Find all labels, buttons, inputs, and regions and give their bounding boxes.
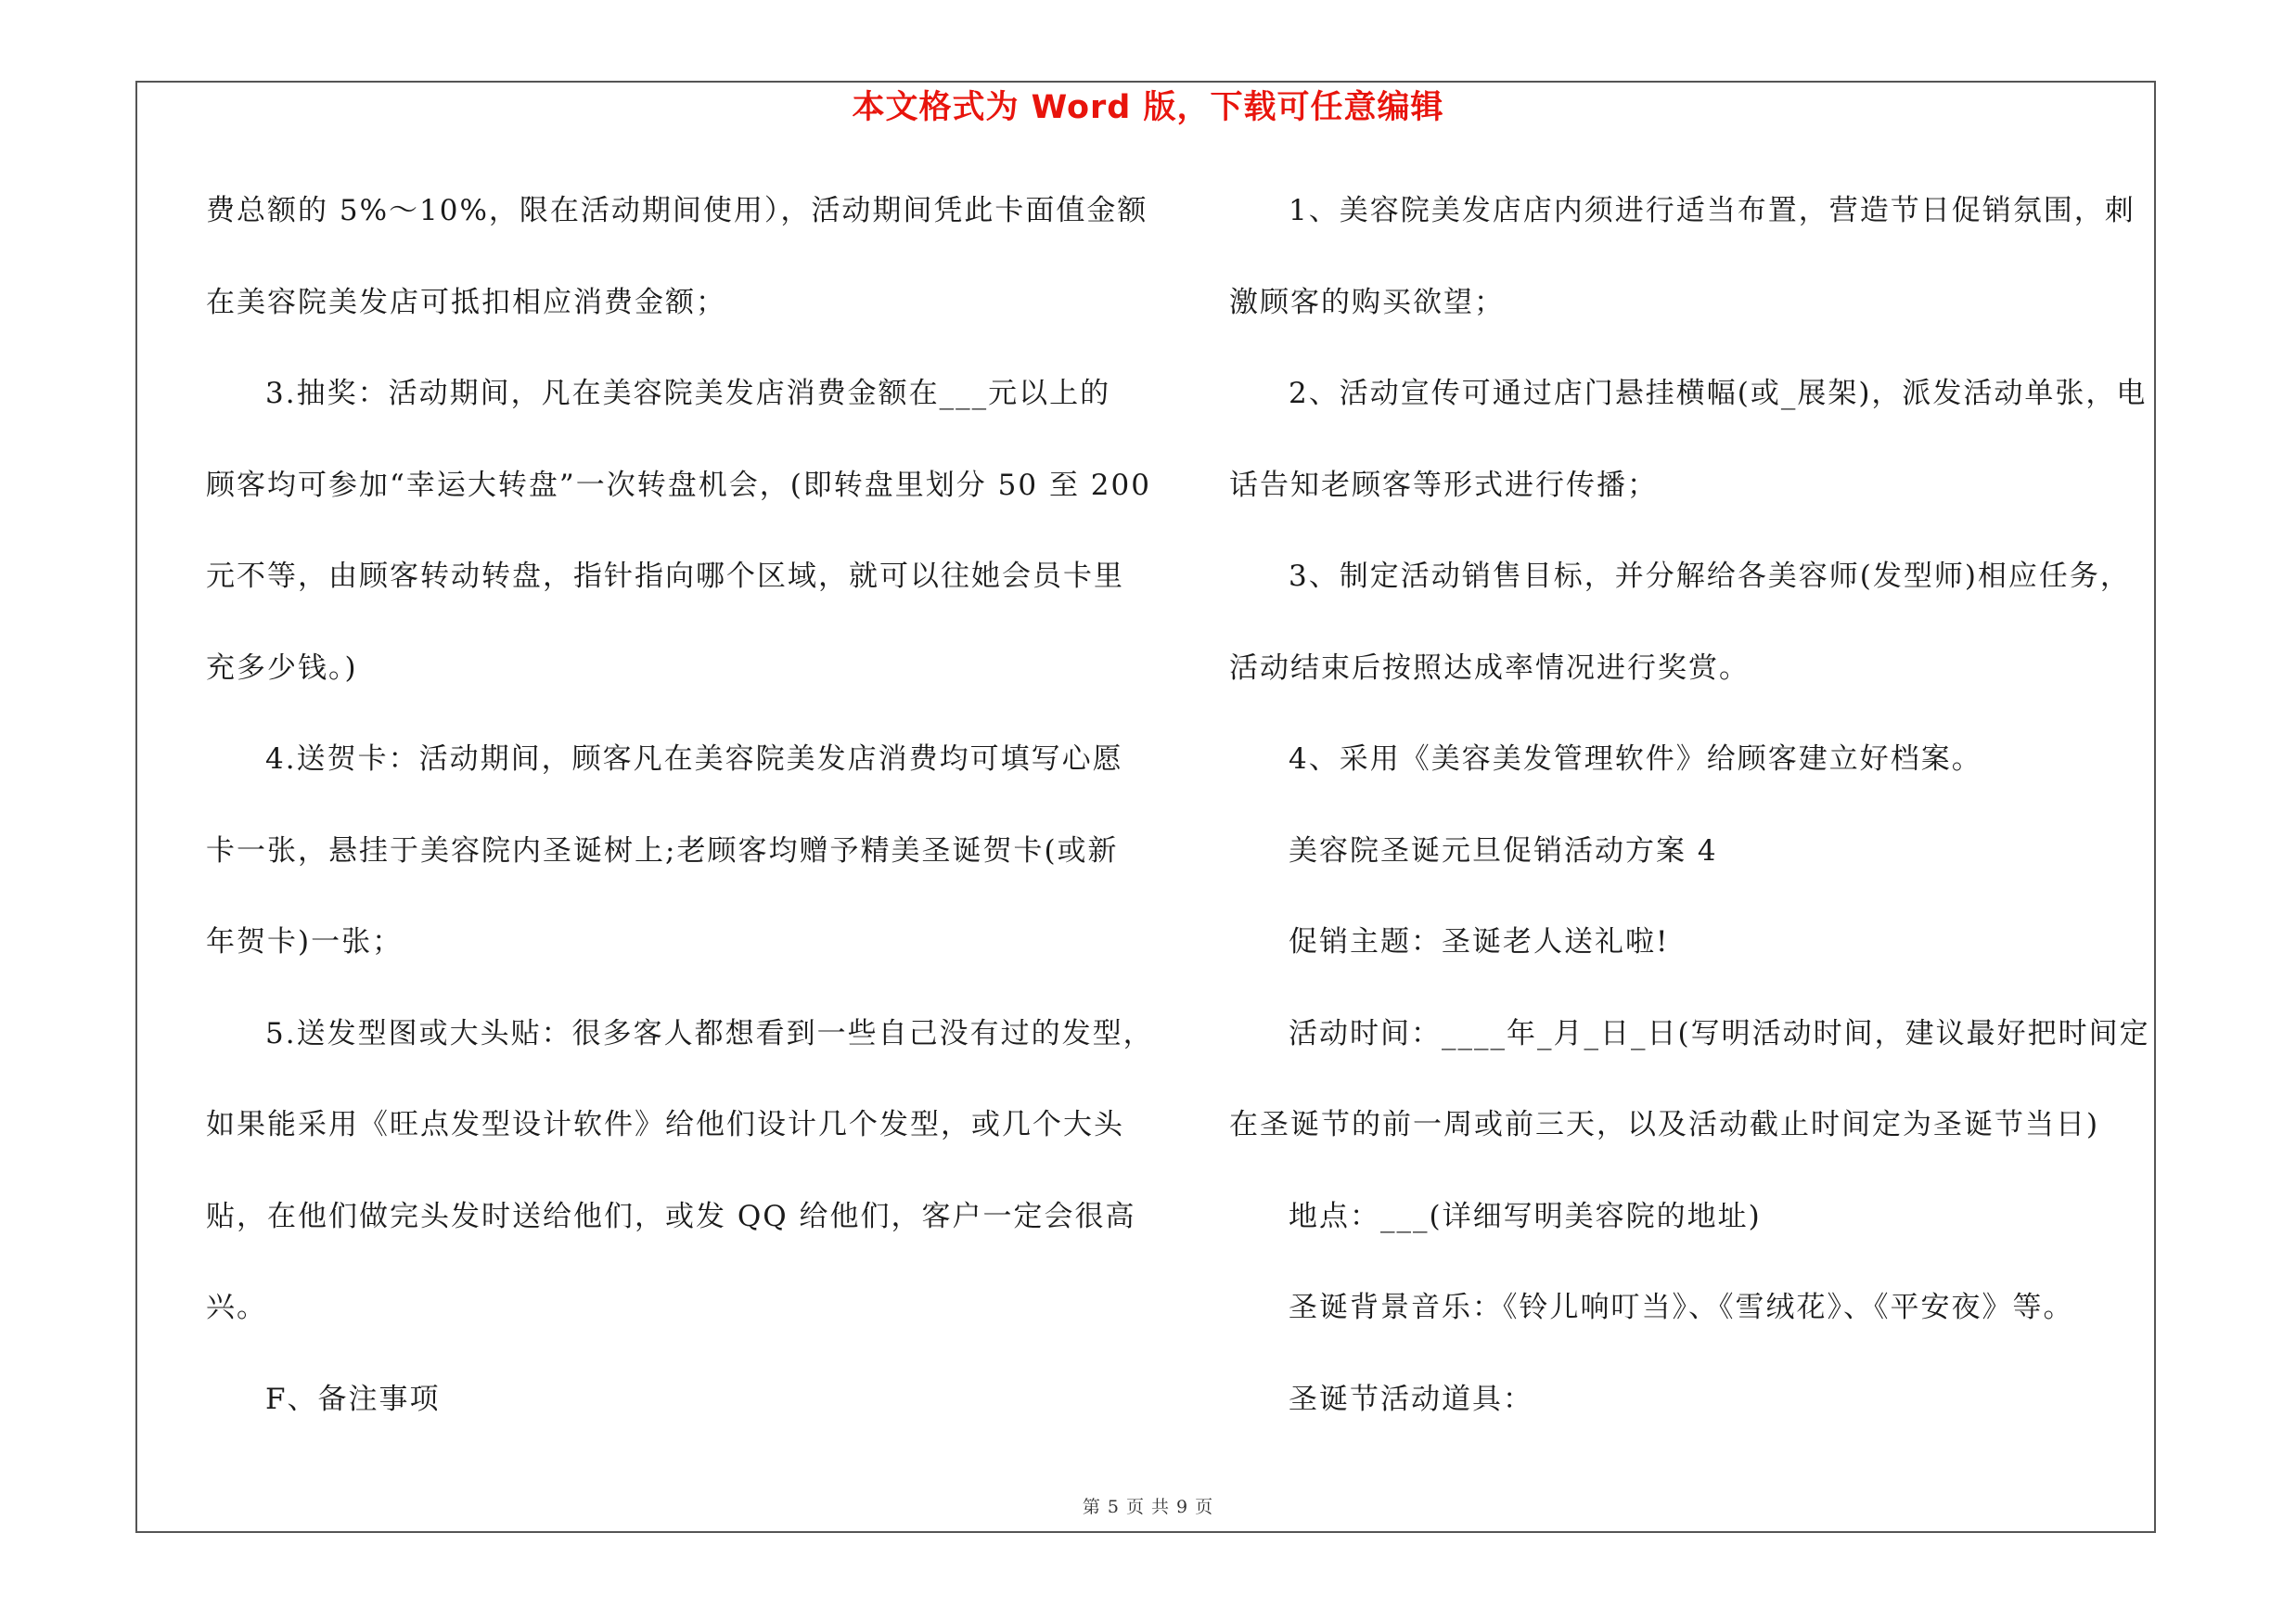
text-line: 兴。 (206, 1291, 267, 1324)
text-line: 在圣诞节的前一周或前三天，以及活动截止时间定为圣诞节当日) (1229, 1108, 2100, 1141)
text-line: 贴，在他们做完头发时送给他们，或发 QQ 给他们，客户一定会很高 (206, 1199, 1136, 1233)
text-line: 顾客均可参加“幸运大转盘”一次转盘机会，(即转盘里划分 50 至 200 (206, 468, 1151, 502)
text-line: 美容院圣诞元旦促销活动方案 4 (1289, 833, 1718, 868)
text-line: 促销主题：圣诞老人送礼啦! (1289, 925, 1670, 959)
text-line: 如果能采用《旺点发型设计软件》给他们设计几个发型，或几个大头 (206, 1108, 1124, 1141)
text-line: 3、制定活动销售目标，并分解给各美容师(发型师)相应任务， (1289, 560, 2131, 593)
text-line: 活动时间：____年_月_日_日(写明活动时间，建议最好把时间定 (1289, 1016, 2150, 1050)
text-line: 4.送贺卡：活动期间，顾客凡在美容院美发店消费均可填写心愿 (265, 742, 1123, 776)
text-line: 元不等，由顾客转动转盘，指针指向哪个区域，就可以往她会员卡里 (206, 560, 1124, 593)
text-line: F、备注事项 (265, 1382, 441, 1416)
text-line: 圣诞背景音乐：《铃儿响叮当》、《雪绒花》、《平安夜》等。 (1289, 1291, 2074, 1324)
text-line: 活动结束后按照达成率情况进行奖赏。 (1229, 650, 1750, 685)
text-line: 话告知老顾客等形式进行传播； (1229, 468, 1658, 502)
text-line: 充多少钱。) (206, 650, 358, 685)
text-line: 3.抽奖：活动期间，凡在美容院美发店消费金额在___元以上的 (265, 377, 1111, 410)
right-text-column (1229, 182, 2157, 1462)
text-line: 地点：___(详细写明美容院的地址) (1289, 1199, 1762, 1233)
text-line: 圣诞节活动道具： (1289, 1382, 1533, 1416)
text-line: 4、采用《美容美发管理软件》给顾客建立好档案。 (1289, 742, 1982, 776)
text-line: 1、美容院美发店店内须进行适当布置，营造节日促销氛围，刺 (1289, 194, 2136, 227)
format-banner: 本文格式为 Word 版，下载可任意编辑 (852, 89, 1444, 126)
text-line: 年贺卡)一张； (206, 925, 404, 959)
page-number-footer: 第 5 页 共 9 页 (1082, 1497, 1214, 1517)
text-line: 费总额的 5%～10%，限在活动期间使用），活动期间凭此卡面值金额 (206, 194, 1148, 227)
text-line: 2、活动宣传可通过店门悬挂横幅(或_展架)，派发活动单张，电 (1289, 377, 2148, 410)
left-text-column (206, 182, 1152, 1462)
text-line: 在美容院美发店可抵扣相应消费金额； (206, 285, 726, 319)
text-line: 激顾客的购买欲望； (1229, 285, 1505, 319)
text-line: 5.送发型图或大头贴：很多客人都想看到一些自己没有过的发型， (265, 1016, 1154, 1050)
text-line: 卡一张，悬挂于美容院内圣诞树上;老顾客均赠予精美圣诞贺卡(或新 (206, 833, 1119, 868)
